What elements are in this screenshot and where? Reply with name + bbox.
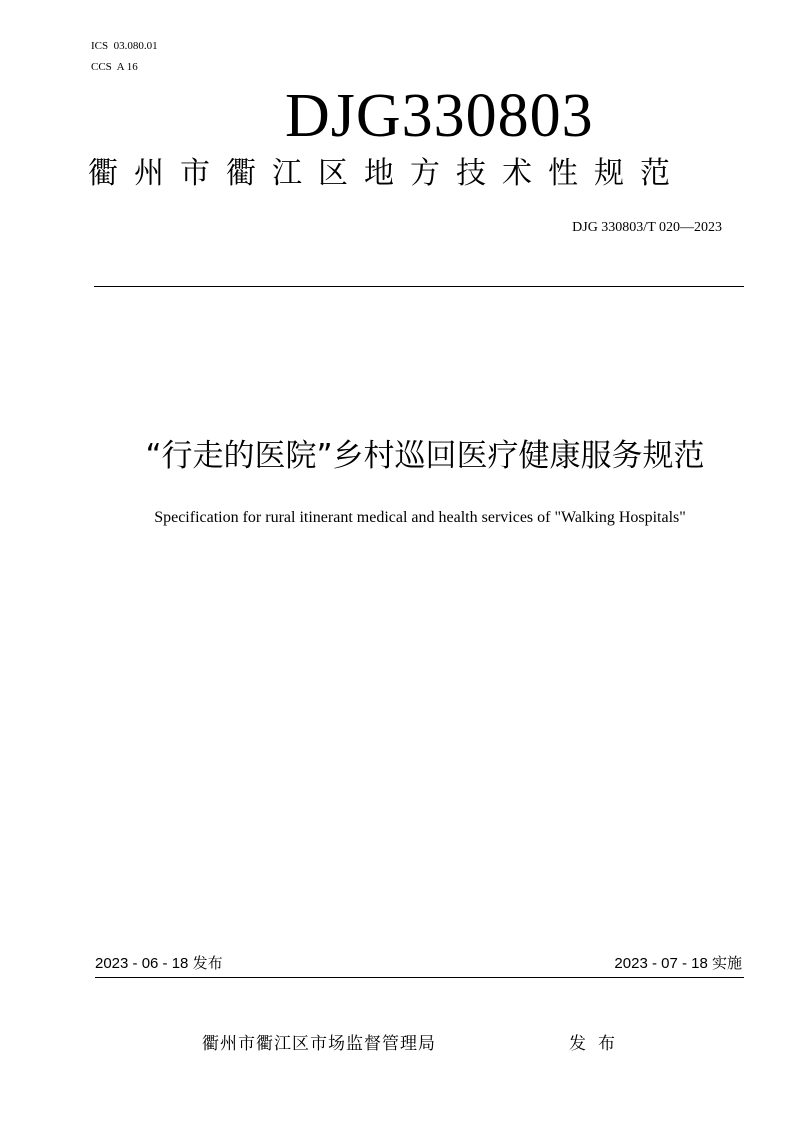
header-divider [94,286,744,287]
document-title-chinese: “行走的医院”乡村巡回医疗健康服务规范 [145,438,705,474]
standard-number: DJG 330803/T 020—2023 [572,220,722,235]
document-title-english: Specification for rural itinerant medical and health services of "Walking Hospitals" [154,509,686,526]
ics-classification: ICS 03.080.01 [91,40,158,52]
issuing-authority: 衢州市衢江区市场监督管理局 [202,1034,436,1054]
standard-category: 衢州市衢江区地方技术性规范 [88,156,686,191]
footer-divider [95,977,744,978]
issue-date: 2023 - 06 - 18 发布 [95,955,223,972]
implementation-date: 2023 - 07 - 18 实施 [614,955,742,972]
issuing-action: 发布 [569,1034,627,1054]
standard-code: DJG330803 [285,82,594,150]
ccs-classification: CCS A 16 [91,61,138,73]
